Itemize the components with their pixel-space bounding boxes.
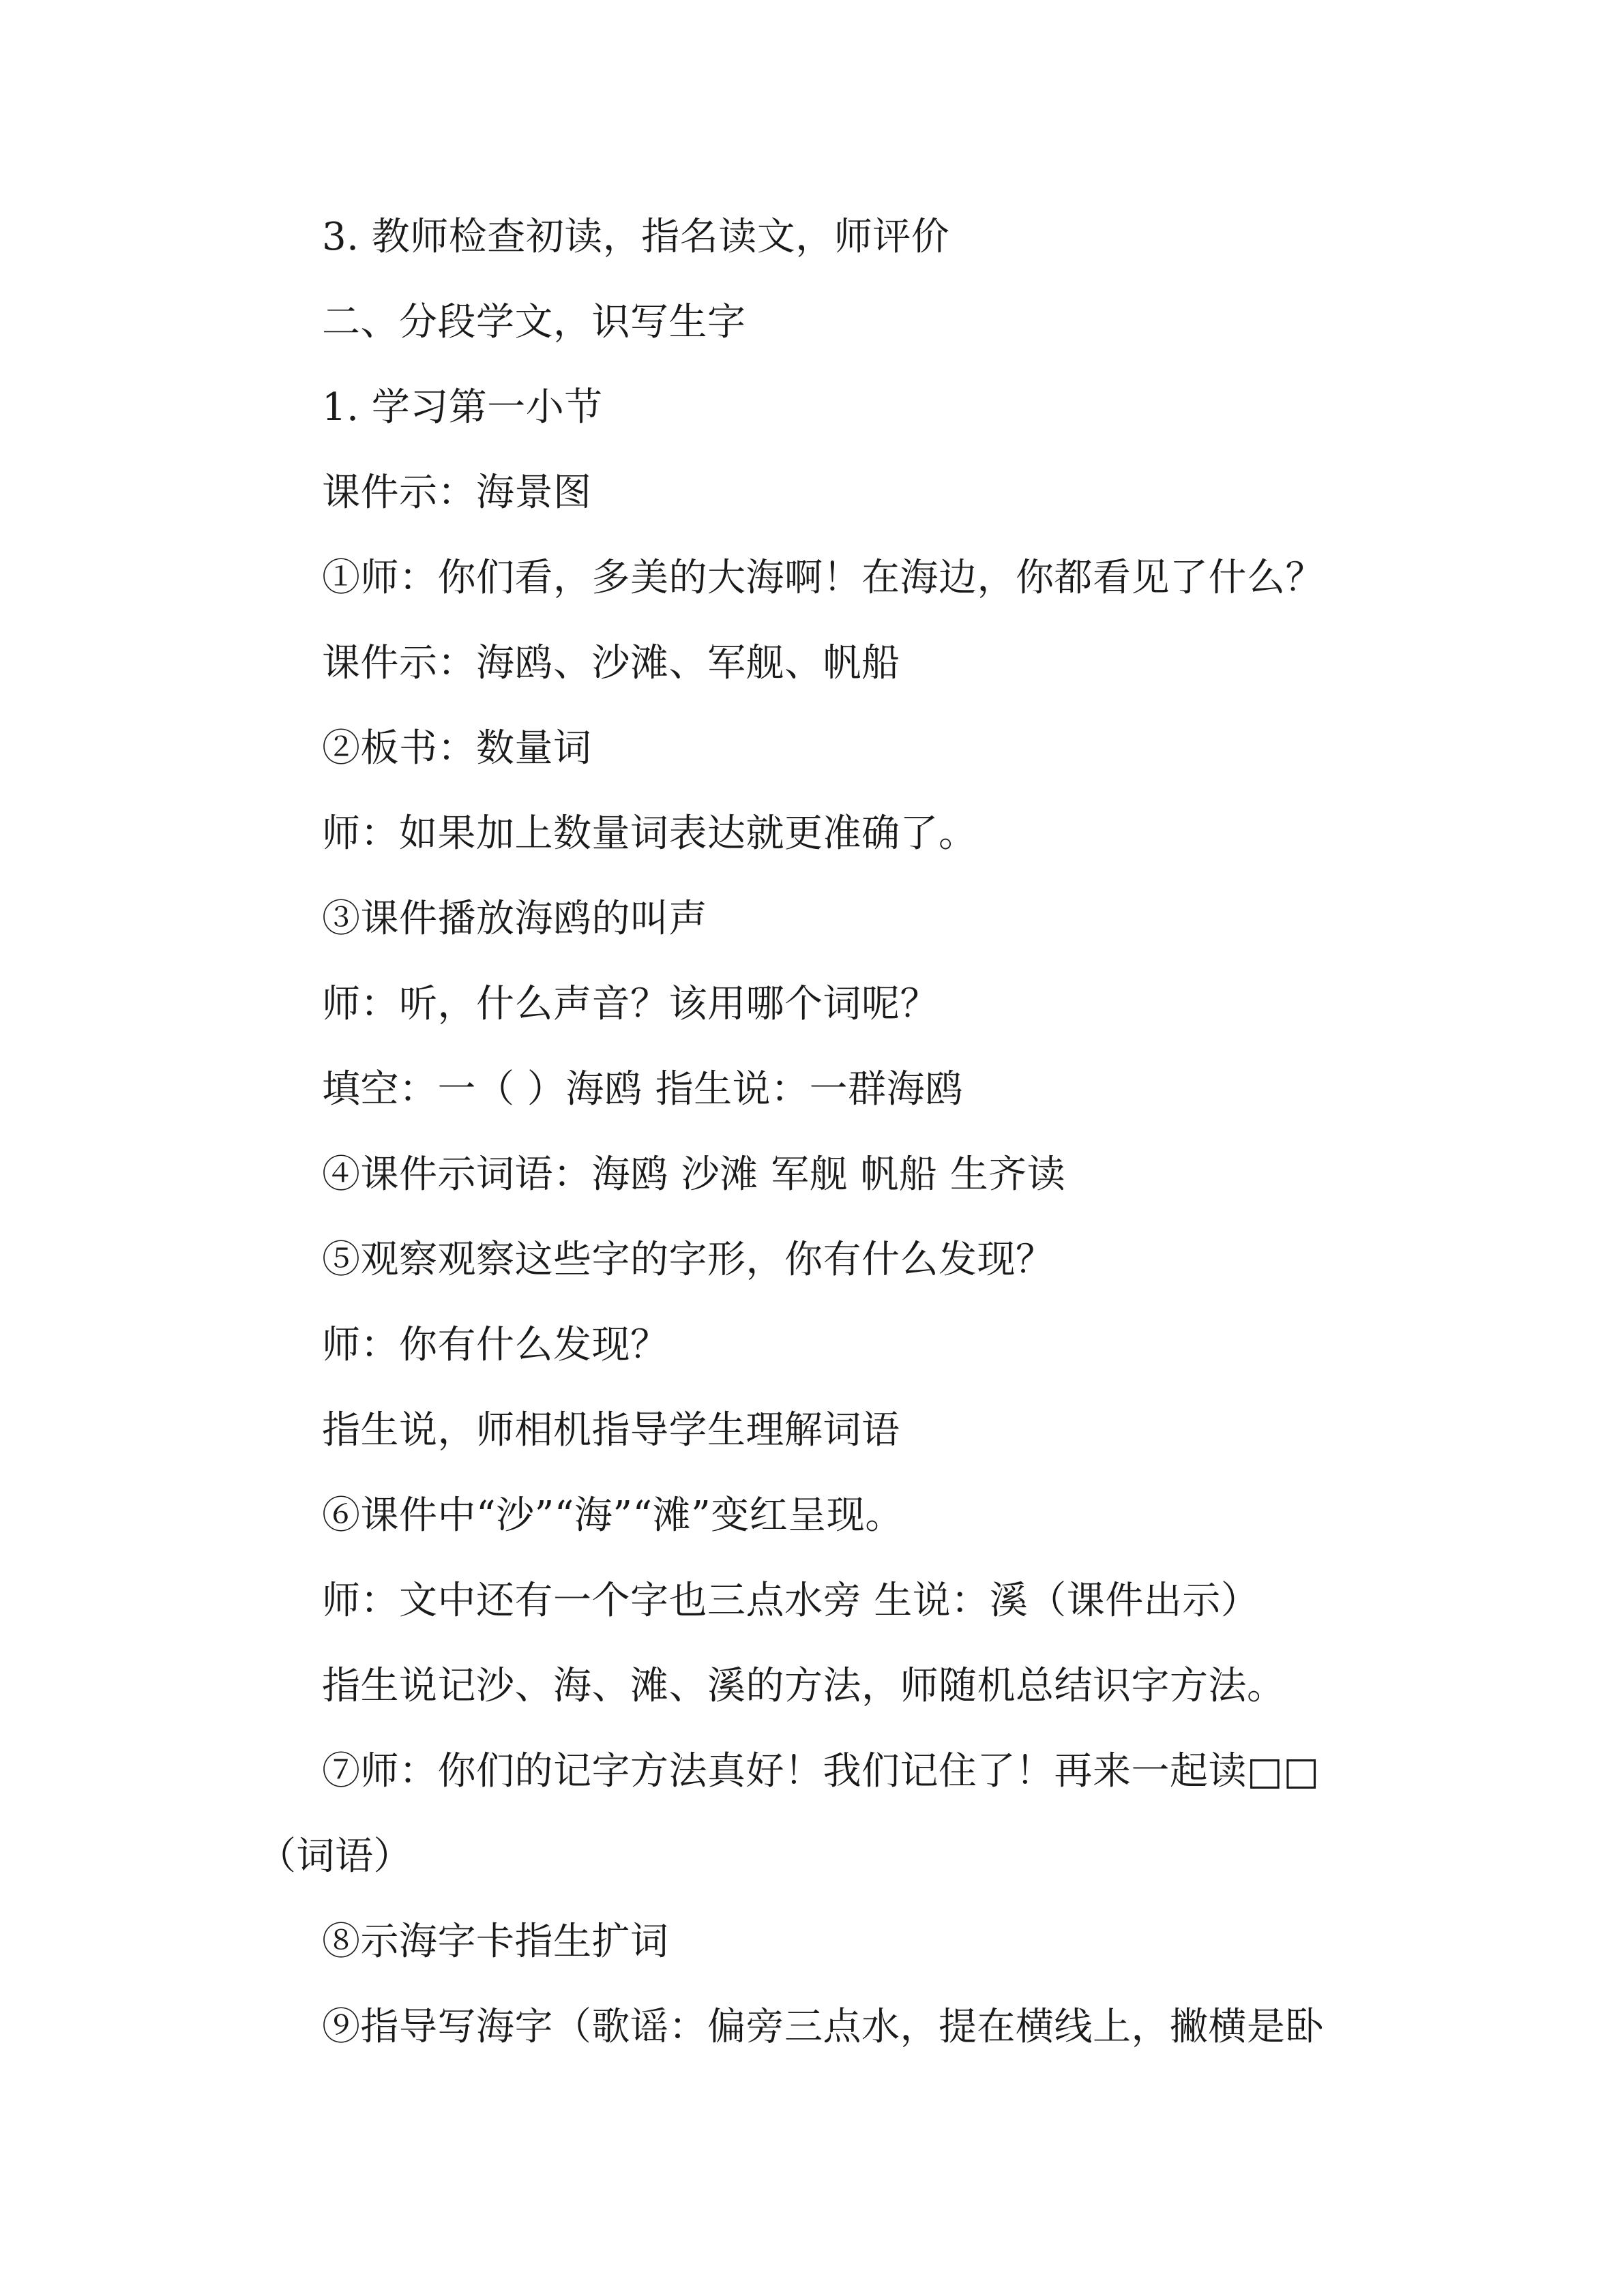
text-line-7: ②板书：数量词 [322, 726, 592, 771]
text-line-16: ⑥课件中“沙”“海”“滩”变红呈现。 [322, 1493, 904, 1538]
text-line-2: 二、分段学文，识写生字 [322, 300, 746, 344]
text-line-18: 指生说记沙、海、滩、溪的方法，师随机总结识字方法。 [322, 1664, 1286, 1708]
text-line-4: 课件示：海景图 [322, 471, 592, 515]
text-line-3: 1. 学习第一小节 [322, 385, 603, 430]
text-line-19: ⑦师：你们的记字方法真好！我们记住了！再来一起读□□ [322, 1749, 1320, 1793]
text-line-21: ⑧示海字卡指生扩词 [322, 1920, 669, 1964]
text-line-13: ⑤观察观察这些字的字形，你有什么发现？ [322, 1238, 1054, 1282]
text-line-11: 填空：一（ ）海鸥 指生说：一群海鸥 [322, 1067, 964, 1112]
text-line-1: 3. 教师检查初读，指名读文，师评价 [322, 215, 950, 259]
text-line-12: ④课件示词语：海鸥 沙滩 军舰 帆船 生齐读 [322, 1152, 1066, 1197]
text-line-5: ①师：你们看，多美的大海啊！在海边，你都看见了什么？ [322, 556, 1324, 600]
text-line-22: ⑨指导写海字（歌谣：偏旁三点水，提在横线上，撇横是卧 [322, 2005, 1324, 2049]
text-line-9: ③课件播放海鸥的叫声 [322, 897, 707, 941]
text-line-10: 师：听，什么声音？该用哪个词呢？ [322, 982, 939, 1026]
text-line-14: 师：你有什么发现？ [322, 1323, 669, 1367]
text-line-15: 指生说，师相机指导学生理解词语 [322, 1408, 900, 1452]
text-line-6: 课件示：海鸥、沙滩、军舰、帆船 [322, 641, 900, 685]
text-line-8: 师：如果加上数量词表达就更准确了。 [322, 811, 977, 856]
text-line-20: （词语） [258, 1834, 412, 1879]
text-line-17: 师：文中还有一个字也三点水旁 生说：溪（课件出示） [322, 1579, 1260, 1623]
